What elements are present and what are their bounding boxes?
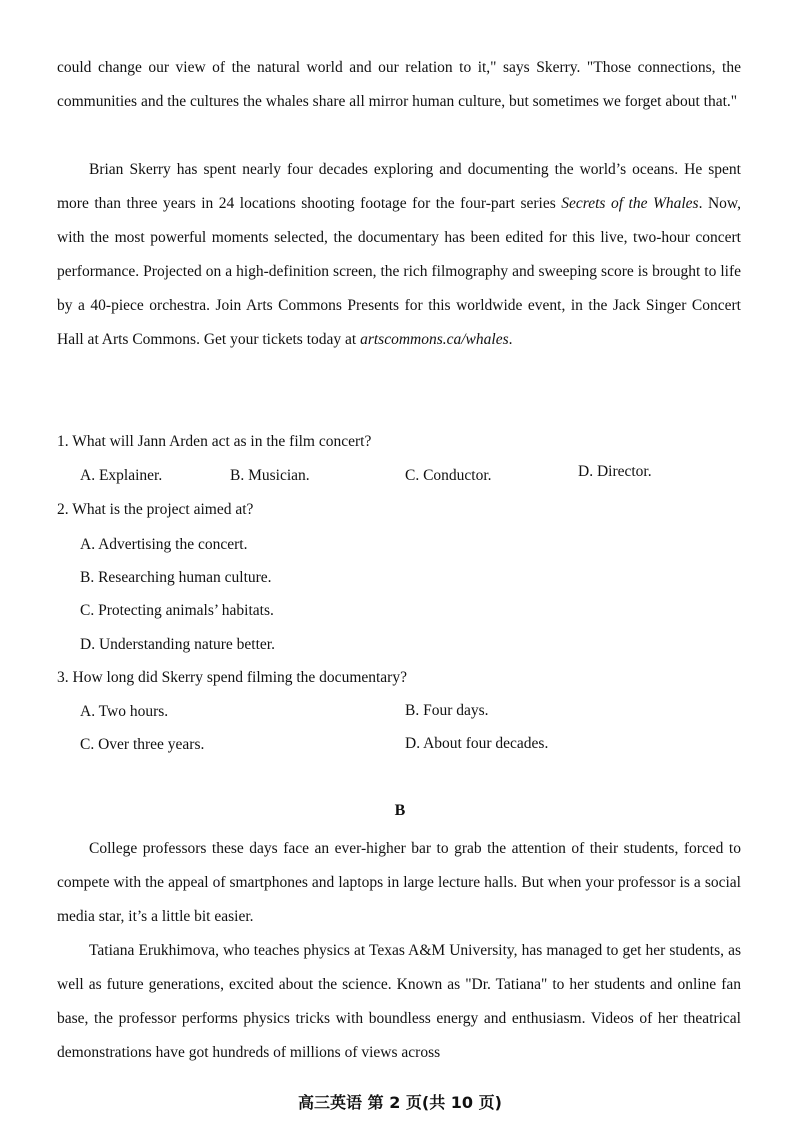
question-2-option-c: C. Protecting animals’ habitats. xyxy=(80,602,274,619)
passage-a-paragraph-1: could change our view of the natural world and our relation to it," says Skerry. "Those connections, the communities and the cultures the whales share all mirror human culture, but sometimes we forget about that." xyxy=(57,59,741,110)
passage-b-paragraph-2: Tatiana Erukhimova, who teaches physics at Texas A&M University, has managed to get her students, as well as future generations, excited about the science. Known as "Dr. Tatiana" to her students and online fan base, the professor performs physics tricks with boundless energy and enthusiasm. Videos of her theatrical demonstrations have got hundreds of millions of views across xyxy=(57,942,741,1061)
question-2-option-a: A. Advertising the concert. xyxy=(80,536,248,553)
question-3-option-b: B. Four days. xyxy=(405,702,489,719)
paragraph-2-text-mid: . Now, with the most powerful moments selected, the documentary has been edited for this live, two-hour concert performance. Projected on a high-definition screen, the rich filmography and sweeping score is brought to life by a 40-piece orchestra. Join Arts Commons Presents for this worldwide event, in the Jack Singer Concert Hall at Arts Commons. Get your tickets today at xyxy=(57,195,741,348)
question-1-option-d: D. Director. xyxy=(578,463,652,480)
question-2-option-d: D. Understanding nature better. xyxy=(80,636,275,653)
ticket-url: artscommons.ca/whales xyxy=(360,331,509,348)
paragraph-2-text-end: . xyxy=(508,331,513,348)
question-3-stem: 3. How long did Skerry spend filming the documentary? xyxy=(57,669,407,686)
question-1-option-c: C. Conductor. xyxy=(405,467,492,484)
question-3-option-a: A. Two hours. xyxy=(80,703,169,720)
question-1-stem: 1. What will Jann Arden act as in the film concert? xyxy=(57,433,372,450)
question-2-stem: 2. What is the project aimed at? xyxy=(57,501,254,518)
question-1-option-a: A. Explainer. xyxy=(80,467,163,484)
section-b-heading: B xyxy=(394,802,406,819)
passage-b-paragraph-1: College professors these days face an ever-higher bar to grab the attention of their students, forced to compete with the appeal of smartphones and laptops in large lecture halls. But when your professor is a social media star, it’s a little bit easier. xyxy=(57,840,741,925)
series-title: Secrets of the Whales xyxy=(561,195,699,212)
question-3-option-d: D. About four decades. xyxy=(405,735,549,752)
passage-a-paragraph-2 xyxy=(57,153,741,357)
question-1-option-b: B. Musician. xyxy=(230,467,310,484)
paragraph-2-text-start: Brian Skerry has spent nearly four decades exploring and documenting the world’s oceans. He spent more than three years in 24 locations shooting footage for the four-part series xyxy=(57,161,741,212)
question-2-option-b: B. Researching human culture. xyxy=(80,569,272,586)
page-footer: 高三英语 第 2 页(共 10 页) xyxy=(298,1093,502,1112)
question-3-option-c: C. Over three years. xyxy=(80,736,205,753)
